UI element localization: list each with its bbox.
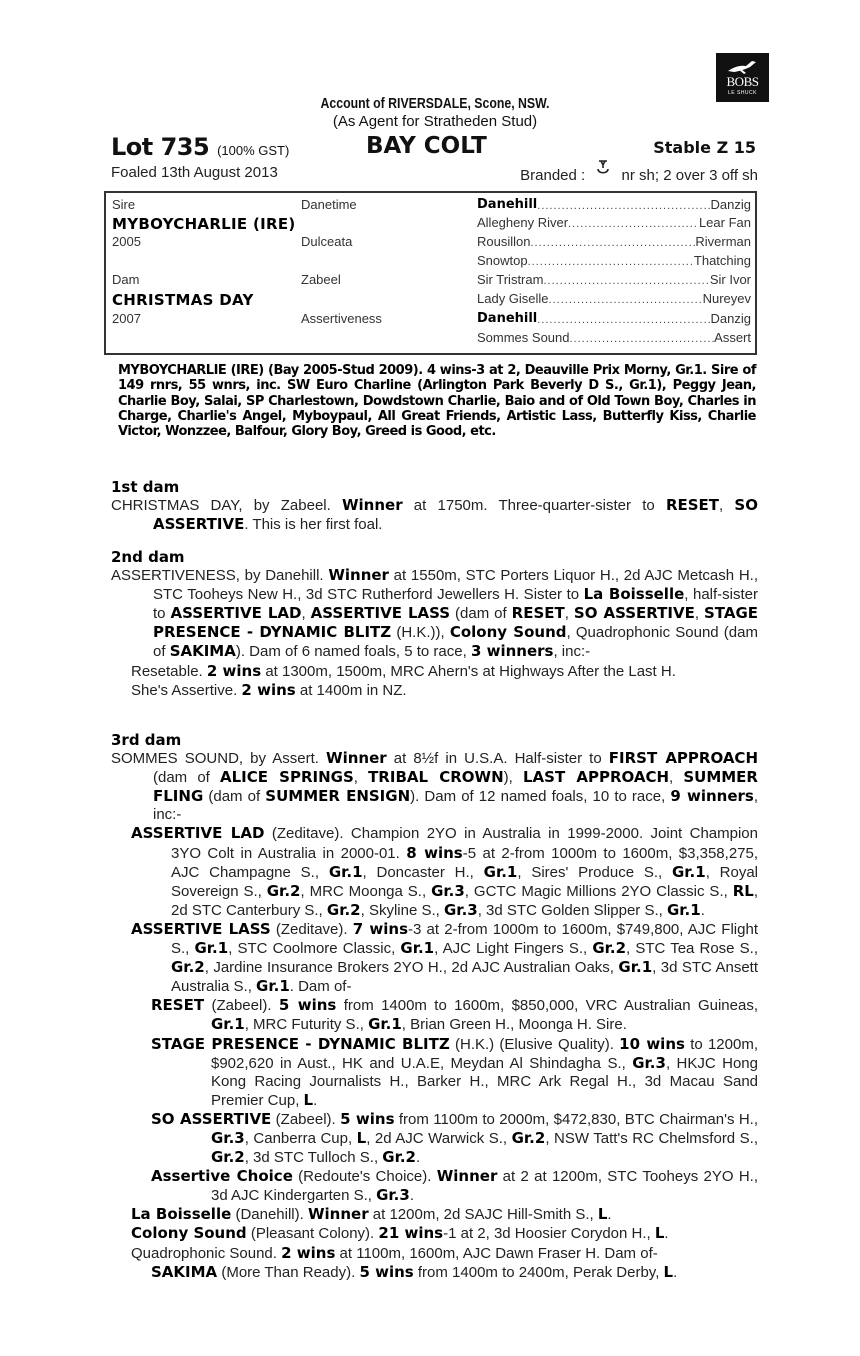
runner-entry: La Boisselle (Danehill). Winner at 1200m, 2d SAJC Hill-Smith S., L. [131, 1205, 612, 1224]
sex-colour-label: BAY COLT [366, 133, 487, 159]
sire-dam: Dulceata [301, 234, 353, 249]
section-heading: 3rd dam [111, 731, 182, 749]
ancestor-row [477, 291, 751, 306]
bird-icon [726, 59, 759, 75]
dam-entry: CHRISTMAS DAY, by Zabeel. Winner at 1750m. Three-quarter-sister to RESET, SO ASSERTIVE. This is her first foal. [111, 496, 758, 534]
runner-entry: ASSERTIVE LAD (Zeditave). Champion 2YO in Australia in 1999-2000. Joint Champion 3YO Colt in Australia in 2000-01. 8 wins-5 at 2-from 1000m to 1600m, $3,358,275, AJC Champagne S., Gr.1, Doncaster H., Gr.1, Sires' Produce S., Gr.1, Royal Sovereign S., Gr.2, MRC Moonga S., Gr.3, GCTC Magic Millions 2YO Classic S., RL, 2d STC Canterbury S., Gr.2, Skyline S., Gr.3, 3d STC Golden Slipper S., Gr.1. [131, 824, 759, 919]
foaled-date: Foaled 13th August 2013 [111, 164, 278, 181]
dam-entry: SOMMES SOUND, by Assert. Winner at 8½f in U.S.A. Half-sister to FIRST APPROACH (dam of ALICE SPRINGS, TRIBAL CROWN), LAST APPROACH, SUMMER FLING (dam of SUMMER ENSIGN). Dam of 12 named foals, 10 to race, 9 winners, inc:- [111, 749, 759, 824]
runner-entry: She's Assertive. 2 wins at 1400m in NZ. [131, 680, 407, 699]
leader-dots [530, 234, 695, 249]
ancestor-row [477, 330, 751, 345]
dam-dam: Assertiveness [301, 311, 382, 326]
branded-text: nr sh; 2 over 3 off sh [621, 167, 758, 184]
dam-sire: Zabeel [301, 272, 341, 287]
pedigree-row [106, 291, 755, 309]
ancestor-sire: Assert [714, 330, 751, 345]
pedigree-row [106, 311, 755, 329]
runner-entry: Colony Sound (Pleasant Colony). 21 wins-1 at 2, 3d Hoosier Corydon H., L. [131, 1224, 669, 1243]
ancestor-name: Danehill [477, 197, 538, 212]
ancestor-sire: Nureyev [702, 291, 751, 306]
leader-dots [570, 330, 715, 345]
ancestor-name: Allegheny River [477, 215, 569, 230]
third-dam-section [111, 731, 758, 1282]
section-heading: 1st dam [111, 478, 180, 496]
sire-label: Sire [112, 197, 136, 212]
leader-dots [528, 253, 694, 268]
ancestor-name: Lady Giselle [477, 291, 549, 306]
sire-summary: MYBOYCHARLIE (IRE) (Bay 2005-Stud 2009). 4 wins-3 at 2, Deauville Prix Morny, Gr.1. Sire of 149 rnrs, 55 wnrs, inc. SW Euro Charline (Arlington Park Beverly D S., Gr.1), Peggy Jean, Charlie Boy, Salai, SP Charlestown, Dowdstown Charlie, Baio and of Old Town Boy, Charles in Charge, Charlie's Angel, Myboypaul, All Great Friends, Artistic Lass, Butterfly Kiss, Charlie Victor, Wonzzee, Balfour, Glory Boy, Greed is Good, etc. [118, 363, 756, 440]
section-heading: 2nd dam [111, 548, 185, 566]
ancestor-sire: Thatching [693, 253, 751, 268]
ancestor-sire: Lear Fan [698, 215, 751, 230]
stable-label: Stable Z 15 [653, 138, 756, 157]
branded-label: Branded : [520, 167, 586, 184]
ancestor-row [477, 215, 751, 230]
runner-entry: RESET (Zabeel). 5 wins from 1400m to 1600m, $850,000, VRC Australian Guineas, Gr.1, MRC Futurity S., Gr.1, Brian Green H., Moonga H. Sire. [151, 996, 758, 1034]
runner-entry: ASSERTIVE LASS (Zeditave). 7 wins-3 at 2-from 1000m to 1600m, $749,800, AJC Flight S., Gr.1, STC Coolmore Classic, Gr.1, AJC Light Fingers S., Gr.2, STC Tea Rose S., Gr.2, Jardine Insurance Brokers 2YO H., 2d AJC Australian Oaks, Gr.1, 3d STC Ansett Australia S., Gr.1. Dam of- [131, 919, 758, 996]
ancestor-name: Sir Tristram [477, 272, 544, 287]
leader-dots [543, 272, 709, 287]
dam-year: 2007 [112, 311, 141, 326]
dam-entry: ASSERTIVENESS, by Danehill. Winner at 1550m, STC Porters Liquor H., 2d AJC Metcash H., STC Tooheys New H., 3d STC Rutherford Jewellers H. Sister to La Boisselle, half-sister to ASSERTIVE LAD, ASSERTIVE LASS (dam of RESET, SO ASSERTIVE, STAGE PRESENCE - DYNAMIC BLITZ (H.K.)), Colony Sound, Quadrophonic Sound (dam of SAKIMA). Dam of 6 named foals, 5 to race, 3 winners, inc:- [111, 566, 759, 661]
pedigree-row [106, 330, 755, 348]
ancestor-name: Rousillon [477, 234, 531, 249]
ancestor-sire: Danzig [710, 311, 751, 326]
dam-name: CHRISTMAS DAY [112, 291, 254, 309]
lot-header [111, 133, 758, 161]
runner-entry: SO ASSERTIVE (Zabeel). 5 wins from 1100m to 2000m, $472,830, BTC Chairman's H., Gr.3, Canberra Cup, L, 2d AJC Warwick S., Gr.2, NSW Tatt's RC Chelmsford S., Gr.2, 3d STC Tulloch S., Gr.2. [151, 1109, 759, 1167]
ancestor-row [477, 311, 751, 326]
lot-number [111, 133, 289, 161]
second-dam-section [111, 548, 758, 700]
ancestor-sire: Danzig [710, 197, 751, 212]
runner-entry: Resetable. 2 wins at 1300m, 1500m, MRC Ahern's at Highways After the Last H. [131, 661, 676, 680]
pedigree-table [104, 191, 757, 355]
first-dam-section [111, 478, 758, 534]
ancestor-name: Danehill [477, 311, 538, 326]
ancestor-row [477, 197, 751, 212]
logo-sub-text: LE SHUCK [727, 90, 757, 96]
consignor-logo [716, 53, 769, 102]
branded-line [520, 164, 758, 184]
pedigree-row [106, 234, 755, 252]
ancestor-row [477, 272, 751, 287]
ancestor-row [477, 253, 751, 268]
ancestor-name: Snowtop [477, 253, 528, 268]
pedigree-row [106, 253, 755, 271]
ancestor-sire: Riverman [695, 234, 751, 249]
agent-line: (As Agent for Stratheden Stud) [332, 113, 538, 130]
leader-dots [568, 215, 699, 230]
lot-label: Lot 735 [111, 133, 210, 161]
sire-year: 2005 [112, 234, 141, 249]
runner-entry: SAKIMA (More Than Ready). 5 wins from 1400m to 2400m, Perak Derby, L. [151, 1262, 678, 1281]
pedigree-row [106, 272, 755, 290]
sire-name: MYBOYCHARLIE (IRE) [112, 215, 296, 233]
horseshoe-brand-icon [595, 160, 611, 179]
pedigree-row [106, 197, 755, 215]
pedigree-row [106, 215, 755, 233]
ancestor-sire: Sir Ivor [709, 272, 751, 287]
ancestor-name: Sommes Sound [477, 330, 570, 345]
ancestor-row [477, 234, 751, 249]
logo-brand-text: BOBS [726, 74, 759, 89]
runner-entry: Quadrophonic Sound. 2 wins at 1100m, 1600m, AJC Dawn Fraser H. Dam of- [131, 1243, 658, 1262]
vendor-line: Account of RIVERSDALE, Scone, NSW. [320, 95, 550, 112]
dam-label: Dam [112, 272, 140, 287]
gst-label: (100% GST) [217, 143, 290, 158]
leader-dots [549, 291, 703, 306]
leader-dots [537, 197, 710, 212]
sire-sire: Danetime [301, 197, 357, 212]
runner-entry: STAGE PRESENCE - DYNAMIC BLITZ (H.K.) (Elusive Quality). 10 wins to 1200m, $902,620 in Aust., HK and U.A.E, Meydan Al Shindagha S., Gr.3, HKJC Hong Kong Racing Journalists H., Barker H., MRC Ark Regal H., 3d Macau Sand Premier Cup, L. [151, 1034, 758, 1109]
leader-dots [537, 311, 710, 326]
runner-entry: Assertive Choice (Redoute's Choice). Winner at 2 at 1200m, STC Tooheys 2YO H., 3d AJC Kindergarten S., Gr.3. [151, 1167, 758, 1205]
